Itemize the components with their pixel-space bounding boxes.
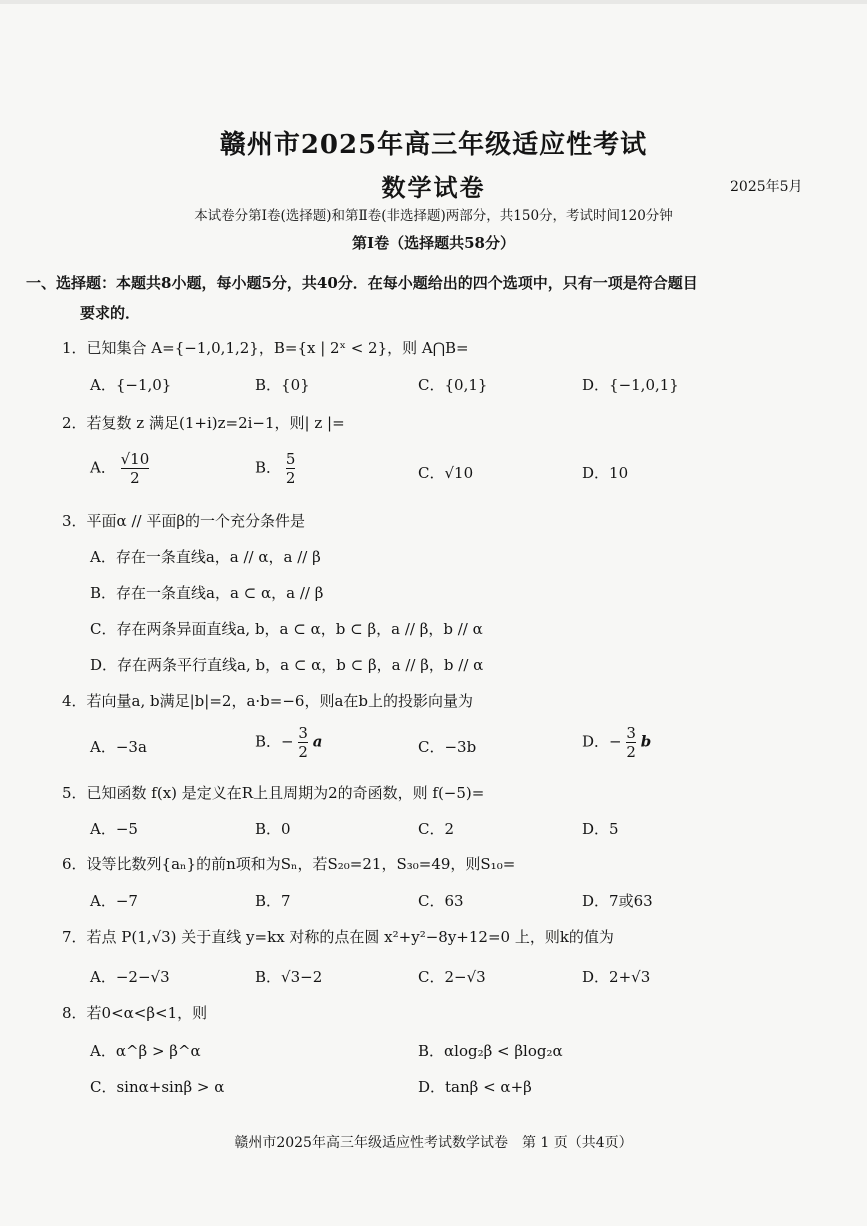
option-a: A．−7: [90, 892, 138, 910]
scan-edge: [0, 0, 867, 4]
section-line1: 一、选择题：本题共8小题，每小题5分，共40分．在每小题给出的四个选项中，只有一项是符合题目: [26, 274, 698, 292]
option-d: D．7或63: [582, 892, 653, 910]
option-b: [255, 450, 295, 487]
option-a: A．−2−√3: [90, 968, 170, 986]
numerator: √10: [120, 450, 150, 468]
option-label: D．−: [582, 732, 622, 751]
question-stem: 4．若向量a, b满足|b|=2，a·b=−6，则a在b上的投影向量为: [62, 692, 473, 710]
option-c: C．{0,1}: [418, 376, 488, 394]
vector-symbol: a: [312, 732, 323, 751]
option-b: B．7: [255, 892, 291, 910]
section-line2: 要求的．: [80, 304, 141, 322]
option-label: B．: [255, 458, 282, 477]
denominator: 2: [285, 469, 296, 487]
option-a: A．α^β > β^α: [90, 1042, 201, 1060]
page-footer: 赣州市2025年高三年级适应性考试数学试卷 第 1 页（共4页）: [234, 1135, 633, 1151]
vector-symbol: b: [640, 732, 652, 751]
option-b: [255, 724, 322, 761]
option-d: D．存在两条平行直线a, b，a ⊂ α，b ⊂ β，a // β，b // α: [90, 656, 484, 674]
option-d: D．{−1,0,1}: [582, 376, 679, 394]
option-b: B．αlog₂β < βlog₂α: [418, 1042, 563, 1060]
option-c: C．sinα+sinβ > α: [90, 1078, 225, 1096]
numerator: 3: [298, 724, 308, 742]
option-d: D．2+√3: [582, 968, 651, 986]
option-b: B．{0}: [255, 376, 310, 394]
option-a: A．{−1,0}: [90, 376, 172, 394]
option-c: C．2: [418, 820, 455, 838]
option-b: B．√3−2: [255, 968, 323, 986]
exam-subtitle: 数学试卷: [381, 173, 486, 202]
question-stem: 1．已知集合 A={−1,0,1,2}，B={x | 2ˣ < 2}，则 A⋂B=: [62, 339, 469, 357]
option-c: C．存在两条异面直线a, b，a ⊂ α，b ⊂ β，a // β，b // α: [90, 620, 483, 638]
numerator: 5: [285, 450, 296, 468]
fraction: [626, 724, 636, 761]
question-stem: 3．平面α // 平面β的一个充分条件是: [62, 512, 305, 530]
option-c: C．63: [418, 892, 464, 910]
option-d: D．10: [582, 464, 629, 482]
option-c: C．√10: [418, 464, 474, 482]
question-stem: 8．若0<α<β<1，则: [62, 1004, 208, 1022]
option-c: C．−3b: [418, 738, 477, 756]
question-stem: 6．设等比数列{aₙ}的前n项和为Sₙ，若S₂₀=21，S₃₀=49，则S₁₀=: [62, 855, 516, 873]
option-d: D．5: [582, 820, 619, 838]
option-a: A．−3a: [90, 738, 147, 756]
option-label: A．: [90, 458, 116, 477]
option-d: D．tanβ < α+β: [418, 1078, 532, 1096]
denominator: 2: [130, 469, 140, 487]
fraction: [286, 450, 296, 487]
exam-title: 赣州市2025年高三年级适应性考试: [219, 130, 648, 160]
question-stem: 5．已知函数 f(x) 是定义在R上且周期为2的奇函数，则 f(−5)=: [62, 784, 485, 802]
option-d: [582, 724, 651, 761]
option-c: C．2−√3: [418, 968, 486, 986]
exam-note: 本试卷分第Ⅰ卷(选择题)和第Ⅱ卷(非选择题)两部分，共150分，考试时间120分钟: [194, 208, 673, 224]
option-a: A．存在一条直线a，a // α，a // β: [90, 548, 321, 566]
fraction: [298, 724, 308, 761]
fraction: [121, 450, 150, 487]
question-stem: 7．若点 P(1,√3) 关于直线 y=kx 对称的点在圆 x²+y²−8y+12=0 上，则k的值为: [62, 928, 614, 946]
option-label: B．−: [255, 732, 294, 751]
numerator: 3: [626, 724, 636, 742]
question-stem: 2．若复数 z 满足(1+i)z=2i−1，则| z |=: [62, 414, 345, 432]
denominator: 2: [298, 743, 308, 761]
option-a: [90, 450, 149, 487]
volume-heading: 第Ⅰ卷（选择题共58分）: [352, 234, 515, 252]
option-b: B．0: [255, 820, 291, 838]
denominator: 2: [626, 743, 636, 761]
section-heading: [26, 268, 826, 328]
option-a: A．−5: [90, 820, 138, 838]
exam-date: 2025年5月: [730, 179, 803, 195]
option-b: B．存在一条直线a，a ⊂ α，a // β: [90, 584, 324, 602]
